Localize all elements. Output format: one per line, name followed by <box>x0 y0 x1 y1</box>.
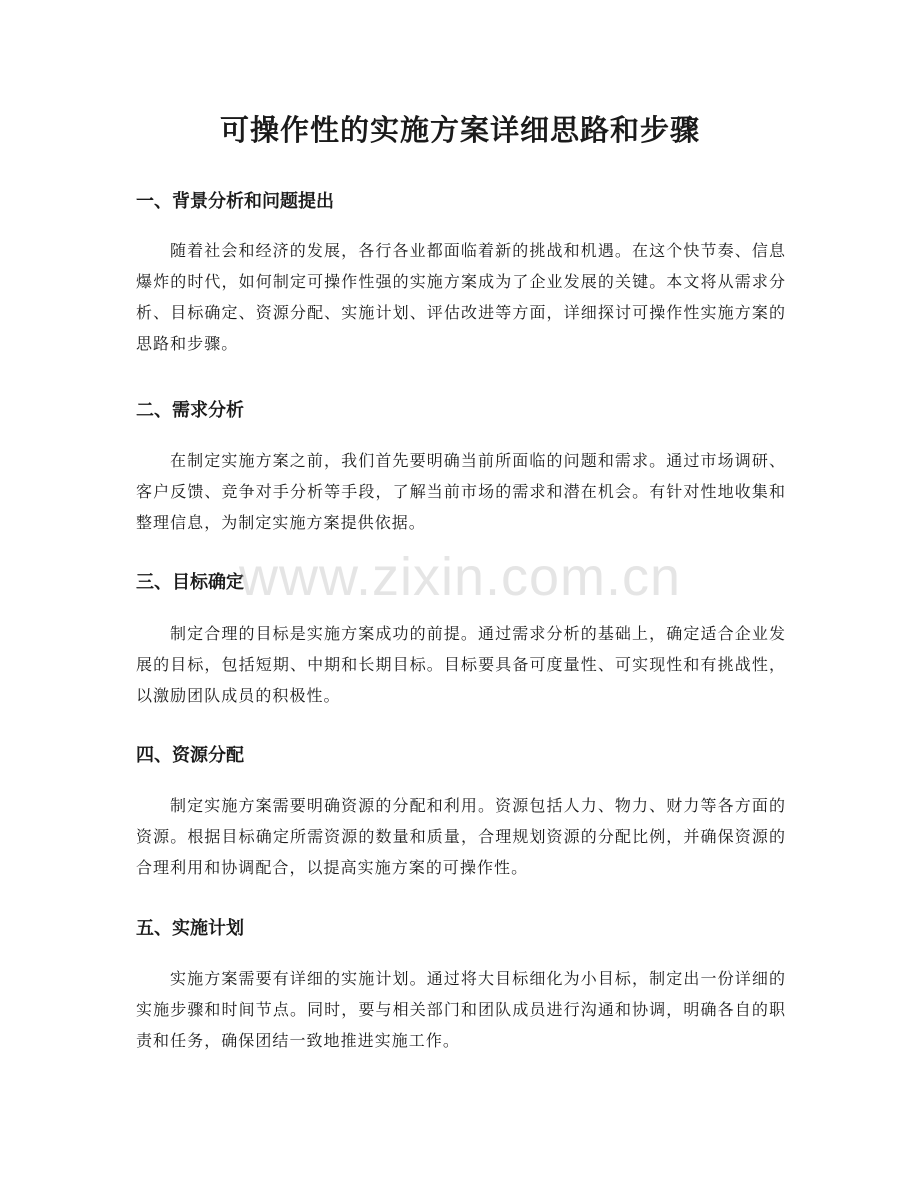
section-paragraph-background: 随着社会和经济的发展，各行各业都面临着新的挑战和机遇。在这个快节奏、信息爆炸的时代，如何制定可操作性强的实施方案成为了企业发展的关键。本文将从需求分析、目标确定、资源分配、实施计划、评估改进等方面，详细探讨可操作性实施方案的思路和步骤。 <box>136 241 786 353</box>
section-heading-plan: 五、实施计划 <box>136 918 244 939</box>
document-title: 可操作性的实施方案详细思路和步骤 <box>219 113 700 147</box>
section-paragraph-goals: 制定合理的目标是实施方案成功的前提。通过需求分析的基础上，确定适合企业发展的目标，包括短期、中期和长期目标。目标要具备可度量性、可实现性和有挑战性，以激励团队成员的积极性。 <box>136 624 786 705</box>
watermark-text: www.zixin.com.cn <box>238 547 682 607</box>
section-heading-resources: 四、资源分配 <box>136 745 244 766</box>
section-paragraph-plan: 实施方案需要有详细的实施计划。通过将大目标细化为小目标，制定出一份详细的实施步骤和时间节点。同时，要与相关部门和团队成员进行沟通和协调，明确各自的职责和任务，确保团结一致地推进实施工作。 <box>136 969 786 1050</box>
section-heading-requirements: 二、需求分析 <box>136 400 244 421</box>
section-paragraph-resources: 制定实施方案需要明确资源的分配和利用。资源包括人力、物力、财力等各方面的资源。根据目标确定所需资源的数量和质量，合理规划资源的分配比例，并确保资源的合理利用和协调配合，以提高实施方案的可操作性。 <box>136 796 786 877</box>
section-heading-background: 一、背景分析和问题提出 <box>136 191 334 212</box>
section-heading-goals: 三、目标确定 <box>136 572 244 593</box>
section-paragraph-requirements: 在制定实施方案之前，我们首先要明确当前所面临的问题和需求。通过市场调研、客户反馈、竞争对手分析等手段，了解当前市场的需求和潜在机会。有针对性地收集和整理信息，为制定实施方案提供依据。 <box>136 451 786 532</box>
